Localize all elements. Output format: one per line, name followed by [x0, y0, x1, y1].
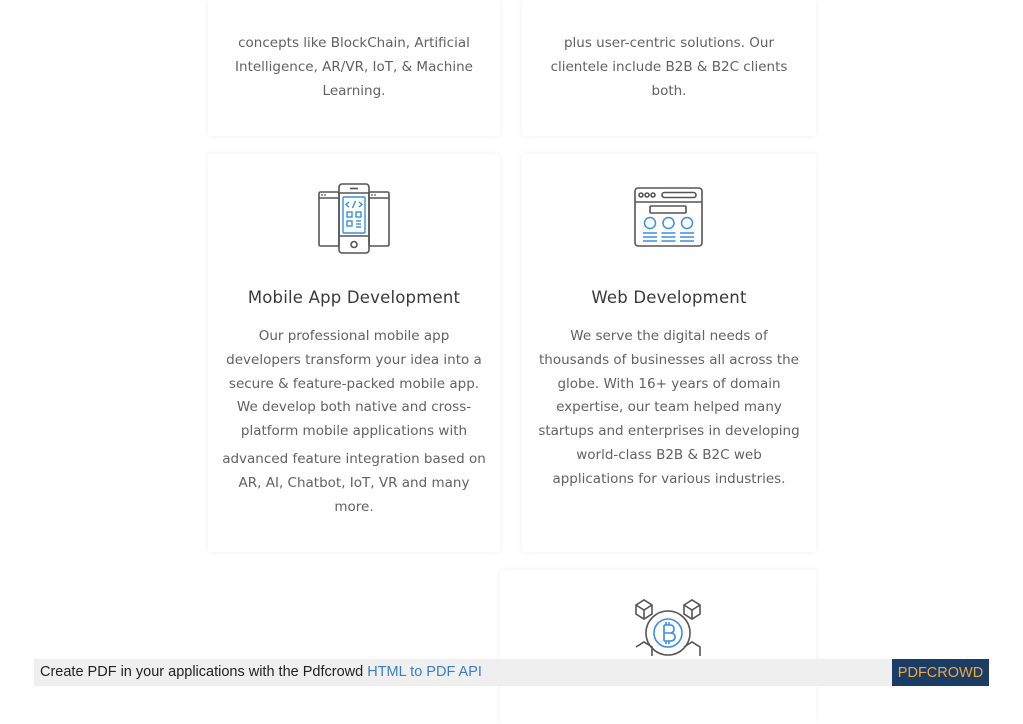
service-card-blockchain: [500, 570, 816, 724]
mobile-app-icon: [318, 183, 390, 255]
desc-line: platform mobile applications with: [240, 423, 468, 440]
desc-line: world-class B2B & B2C web: [576, 446, 762, 463]
service-card-web-development: [522, 154, 816, 552]
desc-line: more.: [334, 498, 374, 515]
desc-line: concepts like BlockChain, Artificial: [238, 35, 470, 51]
desc-line: We develop both native and cross-: [236, 399, 472, 416]
desc-line: developers transform your idea into a: [226, 351, 482, 368]
desc-line: applications for various industries.: [552, 470, 786, 487]
desc-line: startups and enterprises in developing: [538, 423, 800, 440]
blockchain-bitcoin-icon: [634, 597, 702, 657]
service-card-ai-blockchain: [208, 0, 500, 136]
desc-line: Our professional mobile app: [258, 328, 450, 344]
card-title: Web Development: [591, 288, 747, 307]
service-card-solutions: [522, 0, 816, 136]
footer-text: [40, 664, 482, 680]
card-description: [208, 32, 500, 103]
card-title: Mobile App Development: [247, 288, 461, 307]
card-description: [522, 325, 816, 492]
desc-line: We serve the digital needs of: [570, 328, 768, 344]
footer-message: Create PDF in your applications with the Pdfcrowd: [40, 664, 364, 680]
desc-line: AR, AI, Chatbot, IoT, VR and many: [238, 474, 470, 491]
desc-line: globe. With 16+ years of domain: [557, 375, 781, 392]
desc-line: plus user-centric solutions. Our: [563, 35, 775, 51]
desc-line: Learning.: [322, 82, 386, 99]
html-to-pdf-api-link[interactable]: HTML to PDF API: [367, 664, 482, 680]
web-development-icon: [634, 187, 704, 249]
card-description: [208, 325, 500, 519]
desc-line: advanced feature integration based on: [222, 450, 486, 467]
desc-line: clientele include B2B & B2C clients: [550, 58, 788, 75]
desc-line: thousands of businesses all across the: [539, 351, 799, 368]
desc-line: Intelligence, AR/VR, IoT, & Machine: [235, 58, 473, 75]
desc-line: both.: [651, 82, 687, 99]
pdfcrowd-badge-button[interactable]: PDFCROWD: [892, 659, 989, 686]
pdfcrowd-footer: [34, 659, 989, 686]
desc-line: expertise, our team helped many: [556, 399, 782, 416]
service-card-mobile-app: [208, 154, 500, 552]
card-description: [522, 32, 816, 103]
desc-line: secure & feature-packed mobile app.: [228, 375, 480, 392]
